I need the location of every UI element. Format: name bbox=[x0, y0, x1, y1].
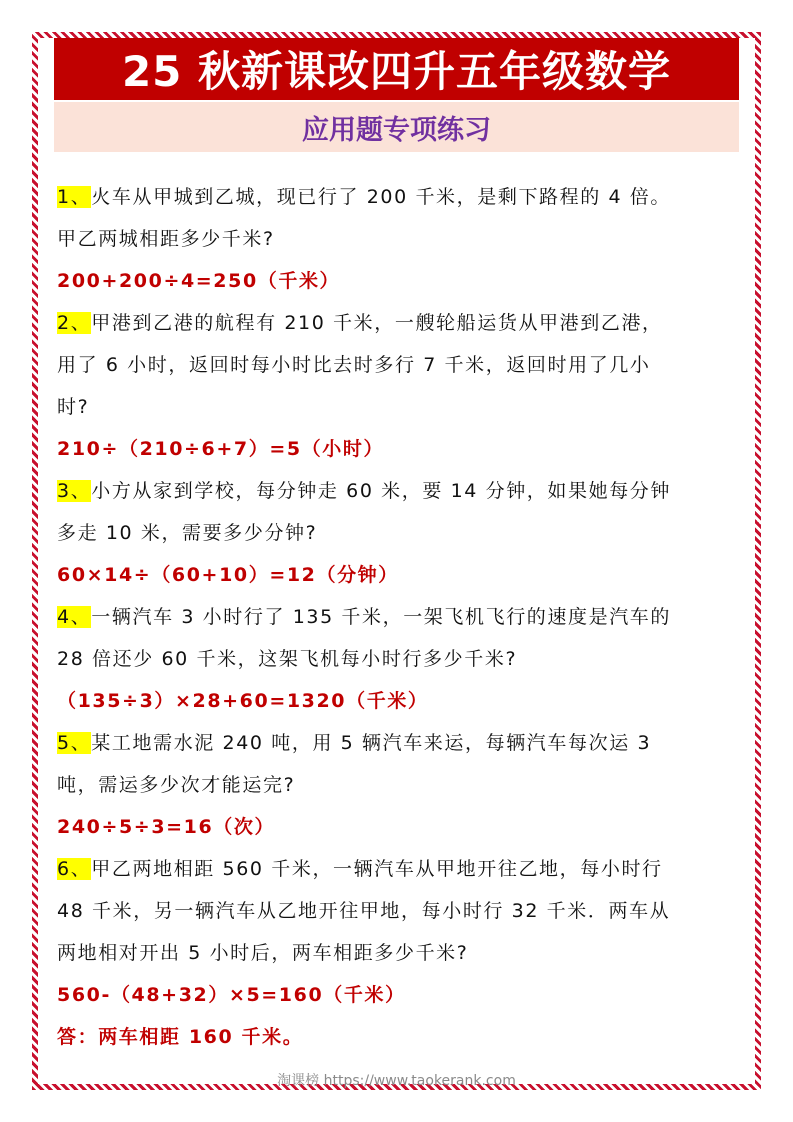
problem-4 bbox=[57, 596, 757, 722]
answer-line: （135÷3）×28+60=1320（千米） bbox=[57, 690, 429, 712]
problem-number: 5、 bbox=[57, 732, 92, 754]
answer-line: 240÷5÷3=16（次） bbox=[57, 816, 276, 838]
answer-line: 200+200÷4=250（千米） bbox=[57, 270, 341, 292]
problem-1 bbox=[57, 176, 757, 302]
final-answer-line: 答：两车相距 160 千米。 bbox=[57, 1026, 304, 1048]
problem-text: 甲乙两城相距多少千米? bbox=[57, 228, 275, 250]
page-title: 25 秋新课改四升五年级数学 bbox=[54, 38, 739, 100]
problem-3 bbox=[57, 470, 757, 596]
page-subtitle: 应用题专项练习 bbox=[54, 102, 739, 152]
problem-text: 小方从家到学校，每分钟走 60 米，要 14 分钟，如果她每分钟 bbox=[91, 480, 672, 502]
problem-number: 3、 bbox=[57, 480, 92, 502]
problem-text: 一辆汽车 3 小时行了 135 千米，一架飞机飞行的速度是汽车的 bbox=[91, 606, 672, 628]
problem-text: 吨，需运多少次才能运完? bbox=[57, 774, 296, 796]
problem-text: 用了 6 小时，返回时每小时比去时多行 7 千米，返回时用了几小 bbox=[57, 354, 651, 376]
problem-text: 多走 10 米，需要多少分钟? bbox=[57, 522, 318, 544]
problem-text: 甲乙两地相距 560 千米，一辆汽车从甲地开往乙地，每小时行 bbox=[91, 858, 663, 880]
problem-text: 48 千米，另一辆汽车从乙地开往甲地，每小时行 32 千米．两车从 bbox=[57, 900, 671, 922]
answer-line: 60×14÷（60+10）=12（分钟） bbox=[57, 564, 399, 586]
problem-line bbox=[57, 722, 757, 764]
answer-line: 560-（48+32）×5=160（千米） bbox=[57, 984, 406, 1006]
problem-line bbox=[57, 470, 757, 512]
problem-2 bbox=[57, 302, 757, 470]
problem-6 bbox=[57, 848, 757, 1058]
footer-watermark: 淘课榜 https://www.taokerank.com bbox=[277, 1073, 516, 1089]
problem-number: 2、 bbox=[57, 312, 92, 334]
problem-5 bbox=[57, 722, 757, 848]
problem-number: 6、 bbox=[57, 858, 92, 880]
answer-line: 210÷（210÷6+7）=5（小时） bbox=[57, 438, 385, 460]
problem-list bbox=[57, 176, 757, 1058]
problem-text: 火车从甲城到乙城，现已行了 200 千米，是剩下路程的 4 倍。 bbox=[91, 186, 672, 208]
problem-line bbox=[57, 596, 757, 638]
problem-number: 1、 bbox=[57, 186, 92, 208]
problem-text: 两地相对开出 5 小时后，两车相距多少千米? bbox=[57, 942, 469, 964]
problem-number: 4、 bbox=[57, 606, 92, 628]
problem-line bbox=[57, 302, 757, 344]
problem-text: 时? bbox=[57, 396, 90, 418]
problem-line bbox=[57, 176, 757, 218]
problem-text: 28 倍还少 60 千米，这架飞机每小时行多少千米? bbox=[57, 648, 518, 670]
problem-text: 某工地需水泥 240 吨，用 5 辆汽车来运，每辆汽车每次运 3 bbox=[91, 732, 652, 754]
problem-line bbox=[57, 848, 757, 890]
problem-text: 甲港到乙港的航程有 210 千米，一艘轮船运货从甲港到乙港， bbox=[91, 312, 663, 334]
